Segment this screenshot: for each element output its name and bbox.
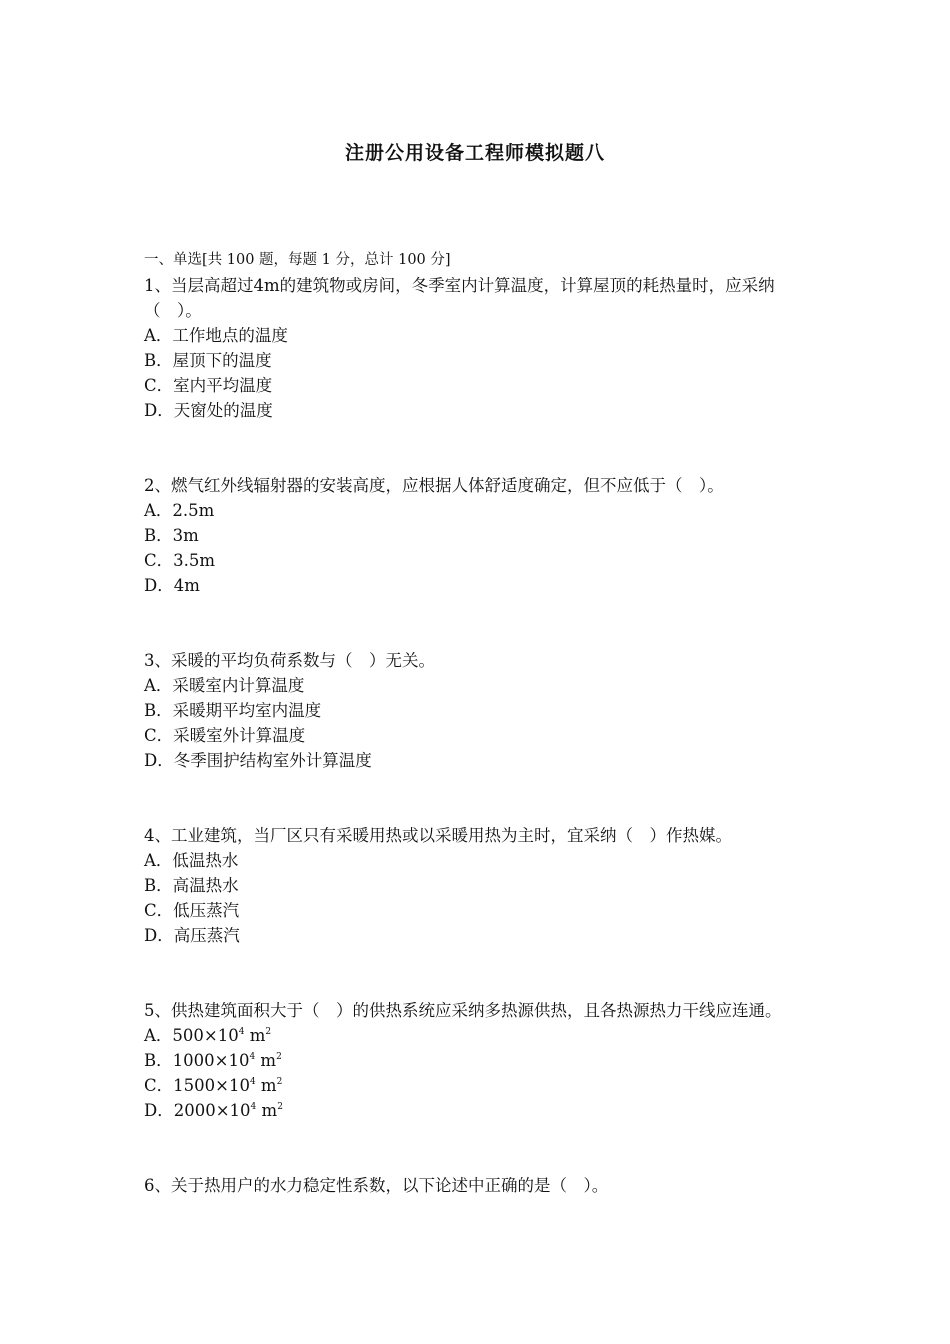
option-b: B．屋顶下的温度: [144, 351, 272, 370]
spacer: [144, 598, 814, 648]
exponent: 2: [276, 1077, 283, 1087]
question-5: [144, 998, 814, 1123]
option-d: D．高压蒸汽: [144, 926, 240, 945]
page-title: 注册公用设备工程师模拟题八: [344, 142, 605, 164]
question-text: 2、燃气红外线辐射器的安装高度，应根据人体舒适度确定，但不应低于（ ）。: [144, 476, 724, 495]
option-b: B．采暖期平均室内温度: [144, 701, 322, 720]
section-heading: 一、单选[共 100 题，每题 1 分，总计 100 分]: [144, 252, 451, 268]
exponent: 2: [277, 1102, 283, 1112]
option-c: [144, 1073, 814, 1098]
exponent: 4: [249, 1077, 256, 1087]
option-c: C．3.5m: [144, 551, 216, 570]
option-a: A．采暖室内计算温度: [144, 676, 305, 695]
unit: m: [255, 1076, 277, 1095]
question-2: [144, 473, 814, 598]
question-text: 3、采暖的平均负荷系数与（ ）无关。: [144, 651, 435, 670]
option-a: [144, 1023, 814, 1048]
option-d: [144, 1098, 814, 1123]
option-b: [144, 1048, 814, 1073]
question-text: 1、当层高超过4m的建筑物或房间，冬季室内计算温度，计算屋顶的耗热量时，应采纳（ ）。: [144, 276, 775, 320]
question-text: 5、供热建筑面积大于（ ）的供热系统应采纳多热源供热，且各热源热力干线应连通。: [144, 1001, 782, 1020]
exponent: 2: [265, 1027, 272, 1037]
option-a: A．工作地点的温度: [144, 326, 288, 345]
option-value: D．2000×10: [144, 1101, 251, 1120]
exponent: 4: [249, 1052, 256, 1062]
option-d: D．天窗处的温度: [144, 401, 273, 420]
option-value: C．1500×10: [144, 1076, 250, 1095]
option-d: D．4m: [144, 576, 200, 595]
option-c: C．采暖室外计算温度: [144, 726, 306, 745]
unit: m: [244, 1026, 266, 1045]
question-1: [144, 273, 814, 423]
question-6: [144, 1173, 814, 1198]
exponent: 4: [250, 1102, 257, 1112]
option-b: B．3m: [144, 526, 199, 545]
option-d: D．冬季围护结构室外计算温度: [144, 751, 372, 770]
question-text: 4、工业建筑，当厂区只有采暖用热或以采暖用热为主时，宜采纳（ ）作热媒。: [144, 826, 732, 845]
spacer: [144, 1123, 814, 1173]
unit: m: [255, 1051, 277, 1070]
unit: m: [256, 1101, 278, 1120]
exponent: 4: [238, 1027, 245, 1037]
spacer: [144, 773, 814, 823]
question-list: [144, 248, 814, 1198]
option-a: A．低温热水: [144, 851, 239, 870]
option-a: A．2.5m: [144, 501, 215, 520]
option-b: B．高温热水: [144, 876, 239, 895]
spacer: [144, 948, 814, 998]
option-value: B．1000×10: [144, 1051, 250, 1070]
option-c: C．低压蒸汽: [144, 901, 240, 920]
spacer: [144, 423, 814, 473]
question-4: [144, 823, 814, 948]
question-3: [144, 648, 814, 773]
option-c: C．室内平均温度: [144, 376, 273, 395]
option-value: A．500×10: [144, 1026, 239, 1045]
question-text: 6、关于热用户的水力稳定性系数，以下论述中正确的是（ ）。: [144, 1176, 609, 1195]
exponent: 2: [276, 1052, 282, 1062]
